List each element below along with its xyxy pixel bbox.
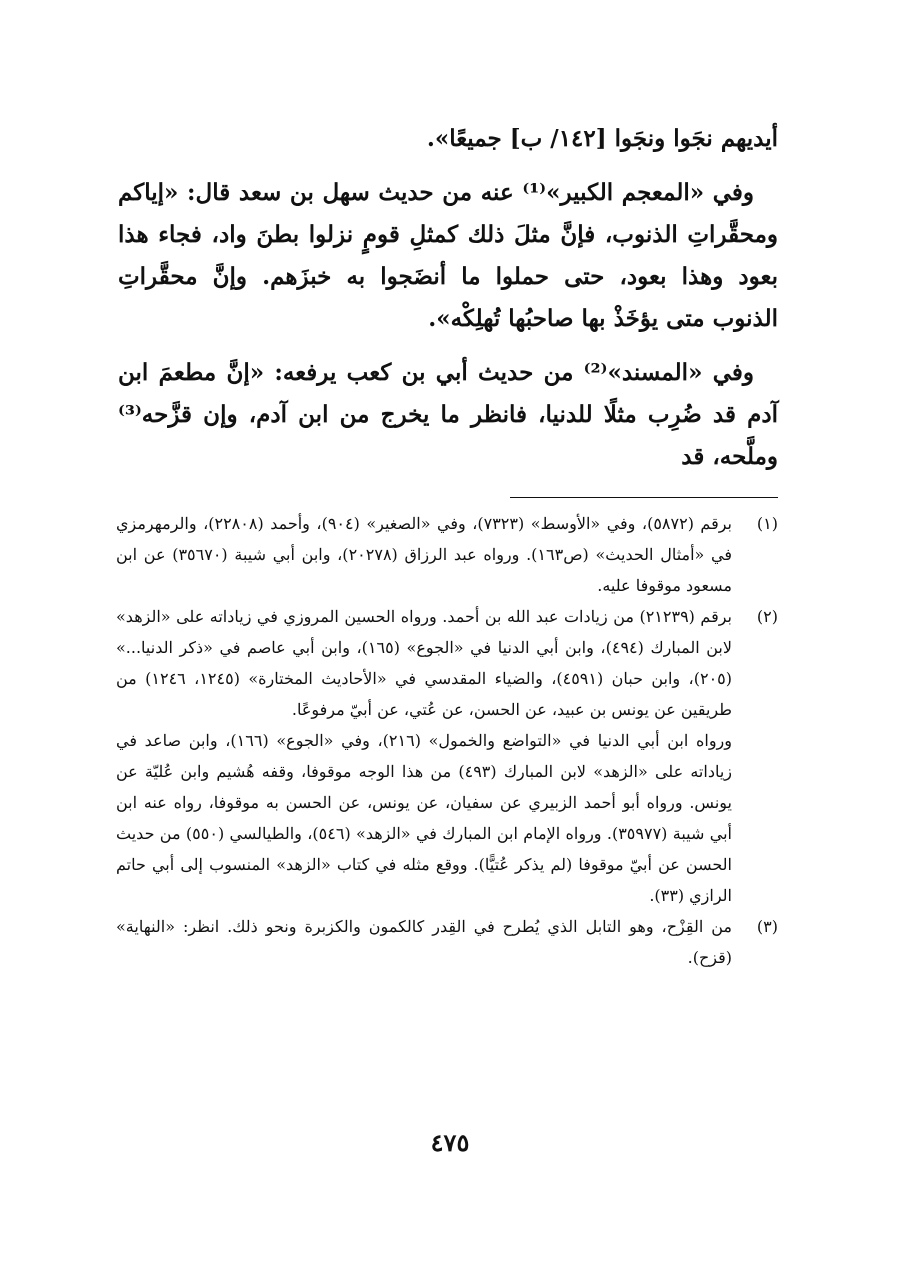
footnote-1 <box>116 508 778 601</box>
page-number: ٤٧٥ <box>430 1128 470 1157</box>
footnote-text: ورواه ابن أبي الدنيا في «التواضع والخمول» (٢١٦)، وفي «الجوع» (١٦٦)، وابن صاعد في زياداته على «الزهد» لابن المبارك (٤٩٣) من هذا الوجه موقوفا، وقفه هُشيم وابن عُليّة عن يونس. ورواه أبو أحمد الزبيري عن سفيان، عن يونس، عن الحسن به موقوفا، رواه عنه ابن أبي شيبة (٣٥٩٧٧). ورواه الإمام ابن المبارك في «الزهد» (٥٤٦)، والطيالسي (٥٥٠) من حديث الحسن عن أبيّ موقوفا (لم يذكر عُتيًّا). ووقع مثله في كتاب «الزهد» المنسوب إلى أبي حاتم الرازي (٣٣). <box>116 731 733 905</box>
footnote-number: (٢) <box>756 607 778 626</box>
footnote-text: من القِزْح، وهو التابل الذي يُطرح في القِدر كالكمون والكزبرة ونحو ذلك. انظر: «النهاية» (قزح). <box>116 917 733 967</box>
main-paragraph-2: وفي «المعجم الكبير»⁽¹⁾ عنه من حديث سهل بن سعد قال: «إياكم ومحقَّراتِ الذنوب، فإنَّ مثلَ ذلك كمثلِ قومٍ نزلوا بطنَ واد، فجاء هذا بعود وهذا بعود، حتى حملوا ما أنضَجوا به خبزَهم. وإنَّ محقَّراتِ الذنوب متى يؤخَذْ بها صاحبُها تُهلِكْه». <box>118 179 778 332</box>
footnote-number: (٣) <box>756 917 778 936</box>
main-paragraph-3: وفي «المسند»⁽²⁾ من حديث أبي بن كعب يرفعه: «إنَّ مطعمَ ابن آدم قد ضُرِب مثلًا للدنيا، فانظر ما يخرج من ابن آدم، وإن قزَّحه⁽³⁾ وملَّحه، قد <box>118 359 778 470</box>
footnote-number: (١) <box>756 514 778 533</box>
footnote-text: برقم (٢١٢٣٩) من زيادات عبد الله بن أحمد. ورواه الحسين المروزي في زياداته على «الزهد» لابن المبارك (٤٩٤)، وابن أبي الدنيا في «الجوع» (١٦٥)، وابن أبي عاصم في «ذكر الدنيا...» (٢٠٥)، وابن حبان (٤٥٩١)، والضياء المقدسي في «الأحاديث المختارة» (١٢٤٥، ١٢٤٦) من طريقين عن يونس بن عبيد، عن الحسن، عن عُتي، عن أبيّ مرفوعًا. <box>116 607 733 719</box>
footnote-2 <box>116 601 778 911</box>
footnotes <box>116 508 778 973</box>
main-text <box>118 118 778 478</box>
footnote-3 <box>116 911 778 973</box>
main-paragraph-1: أيديهم نجَوا ونجَوا [١٤٢/ ب] جميعًا». <box>426 125 778 152</box>
footnote-text: برقم (٥٨٧٢)، وفي «الأوسط» (٧٣٢٣)، وفي «الصغير» (٩٠٤)، وأحمد (٢٢٨٠٨)، والرمهرمزي في «أمثال الحديث» (ص١٦٣). ورواه عبد الرزاق (٢٠٢٧٨)، وابن أبي شيبة (٣٥٦٧٠) عن ابن مسعود موقوفا عليه. <box>116 514 733 595</box>
footnote-divider <box>510 497 778 498</box>
